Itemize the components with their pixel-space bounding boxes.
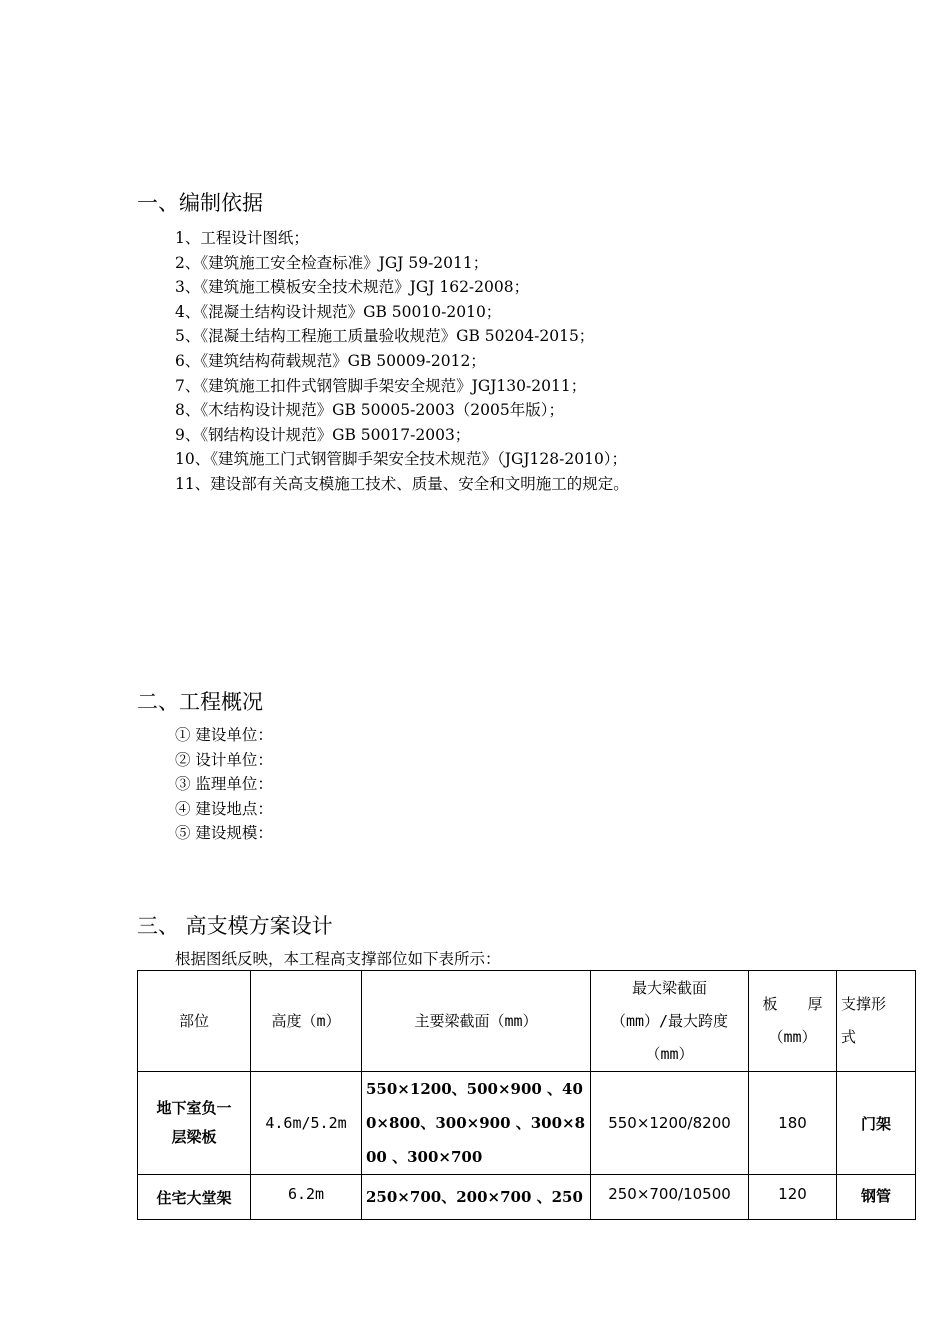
header-max-section-line2: （mm）/最大跨度 xyxy=(610,1011,729,1030)
basis-list xyxy=(175,226,629,497)
overview-item: ② 设计单位： xyxy=(175,750,273,769)
cell-location-line2: 层梁板 xyxy=(171,1128,217,1146)
cell-support-type: 钢管 xyxy=(837,1175,916,1220)
cell-location xyxy=(138,1072,251,1175)
cell-slab-thickness: 120 xyxy=(749,1175,837,1220)
section-2-heading: 二、工程概况 xyxy=(137,690,263,714)
table-row xyxy=(138,1175,916,1220)
cell-location-line1: 地下室负一 xyxy=(156,1099,232,1117)
header-max-section xyxy=(591,971,749,1072)
cell-max-section: 550×1200/8200 xyxy=(591,1072,749,1175)
section-3-heading: 三、 高支模方案设计 xyxy=(137,914,333,938)
basis-item: 6、《建筑结构荷载规范》GB 50009-2012； xyxy=(175,351,486,370)
basis-item: 10、《建筑施工门式钢管脚手架安全技术规范》（JGJ128-2010）； xyxy=(175,450,628,469)
basis-item: 8、《木结构设计规范》GB 50005-2003（2005年版）； xyxy=(175,401,564,420)
cell-max-section: 250×700/10500 xyxy=(591,1175,749,1220)
basis-item: 9、《钢结构设计规范》GB 50017-2003； xyxy=(175,425,471,444)
cell-height: 6.2m xyxy=(251,1175,362,1220)
basis-item: 5、《混凝土结构工程施工质量验收规范》GB 50204-2015； xyxy=(175,327,595,346)
cell-support-type: 门架 xyxy=(837,1072,916,1175)
high-formwork-table xyxy=(137,970,916,1220)
header-slab-line1: 板 厚 xyxy=(762,995,823,1013)
overview-item: ③ 监理单位： xyxy=(175,775,273,794)
header-support-type xyxy=(837,971,916,1072)
basis-item: 1、工程设计图纸； xyxy=(175,229,309,247)
cell-main-section: 250×700、200×700 、250 xyxy=(362,1175,591,1220)
header-slab-line2: （mm） xyxy=(768,1028,817,1046)
header-location: 部位 xyxy=(138,971,251,1072)
header-support-line1: 支撑形 xyxy=(841,995,887,1013)
basis-item: 3、《建筑施工模板安全技术规范》JGJ 162-2008； xyxy=(175,278,530,297)
basis-item: 7、《建筑施工扣件式钢管脚手架安全规范》JGJ130-2011； xyxy=(175,376,587,395)
basis-item: 4、《混凝土结构设计规范》GB 50010-2010； xyxy=(175,302,502,321)
table-header-row xyxy=(138,971,916,1072)
overview-item: ④ 建设地点： xyxy=(175,799,273,818)
cell-height: 4.6m/5.2m xyxy=(251,1072,362,1175)
overview-list xyxy=(175,723,273,846)
basis-item: 2、《建筑施工安全检查标准》JGJ 59-2011； xyxy=(175,253,489,272)
header-support-line2: 式 xyxy=(841,1028,857,1046)
table-row xyxy=(138,1072,916,1175)
header-max-section-line3: （mm） xyxy=(645,1044,694,1063)
overview-item: ⑤ 建设规模： xyxy=(175,824,273,843)
section-1-heading: 一、编制依据 xyxy=(137,191,263,215)
header-height: 高度（m） xyxy=(251,971,362,1072)
header-max-section-line1: 最大梁截面 xyxy=(631,978,707,997)
header-slab-thickness xyxy=(749,971,837,1072)
overview-item: ① 建设单位： xyxy=(175,726,273,744)
cell-main-section: 550×1200、500×900 、400×800、300×900 、300×800 、300×700 xyxy=(362,1072,591,1175)
cell-slab-thickness: 180 xyxy=(749,1072,837,1175)
table-intro: 根据图纸反映，本工程高支撑部位如下表所示： xyxy=(175,950,501,968)
basis-item: 11、建设部有关高支模施工技术、质量、安全和文明施工的规定。 xyxy=(175,474,629,493)
header-main-section: 主要梁截面（mm） xyxy=(362,971,591,1072)
cell-location: 住宅大堂架 xyxy=(138,1175,251,1220)
